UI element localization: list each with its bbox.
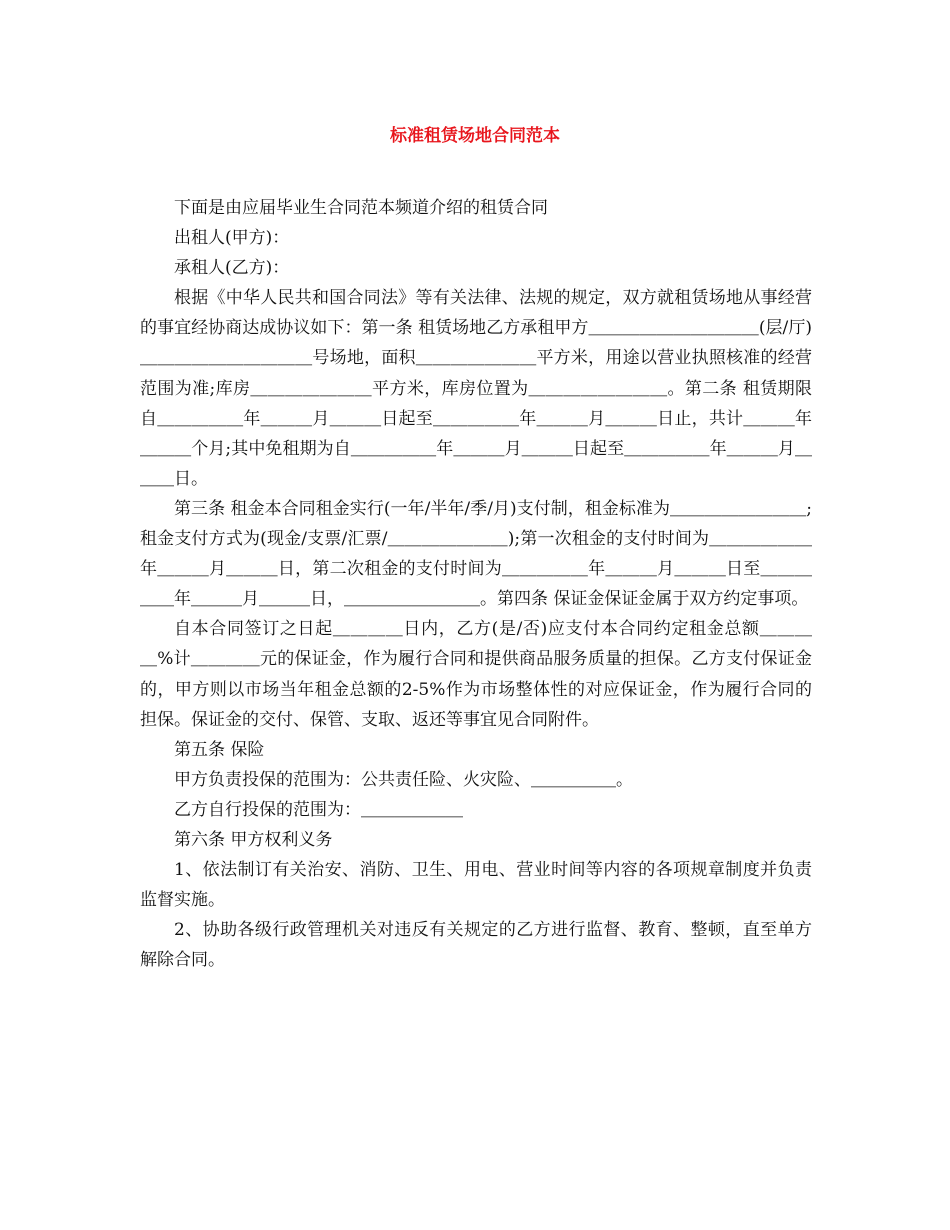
deposit-paragraph: 自本合同签订之日起＿＿＿＿日内，乙方(是/否)应支付本合同约定租金总额＿＿＿＿%计＿＿＿＿元的保证金，作为履行合同和提供商品服务质量的担保。乙方支付保证金的，甲方则以市场当年租金总额的2-5%作为市场整体性的对应保证金，作为履行合同的担保。保证金的交付、保管、支取、返还等事宜见合同附件。	[140, 619, 812, 730]
document-body	[140, 193, 812, 975]
lessor-duty-1: 1、依法制订有关治安、消防、卫生、用电、营业时间等内容的各项规章制度并负责监督实施。	[140, 860, 812, 911]
article-5-heading: 第五条 保险	[174, 739, 265, 760]
intro-paragraph: 下面是由应届毕业生合同范本频道介绍的租赁合同	[174, 198, 548, 218]
lessor-duty-2: 2、协助各级行政管理机关对违反有关规定的乙方进行监督、教育、整顿，直至单方解除合同。	[140, 920, 812, 971]
article-6-heading: 第六条 甲方权利义务	[174, 829, 333, 850]
article-1-2-paragraph: 根据《中华人民共和国合同法》等有关法律、法规的规定，双方就租赁场地从事经营的事宜经协商达成协议如下：第一条 租赁场地乙方承租甲方＿＿＿＿＿＿＿＿＿＿(层/厅)＿＿＿＿＿＿＿＿＿＿号场地，面积＿＿＿＿＿＿＿平方米，用途以营业执照核准的经营范围为准;库房＿＿＿＿＿＿＿平方米，库房位置为＿＿＿＿＿＿＿＿。第二条 租赁期限自＿＿＿＿＿年＿＿＿月＿＿＿日起至＿＿＿＿＿年＿＿＿月＿＿＿日止，共计＿＿＿年＿＿＿个月;其中免租期为自＿＿＿＿＿年＿＿＿月＿＿＿日起至＿＿＿＿＿年＿＿＿月＿＿＿日。	[140, 288, 812, 489]
article-3-4-paragraph: 第三条 租金本合同租金实行(一年/半年/季/月)支付制，租金标准为＿＿＿＿＿＿＿＿;租金支付方式为(现金/支票/汇票/＿＿＿＿＿＿＿);第一次租金的支付时间为＿＿＿＿＿＿年＿＿＿月＿＿＿日，第二次租金的支付时间为＿＿＿＿＿年＿＿＿月＿＿＿日至＿＿＿＿＿年＿＿＿月＿＿＿日，＿＿＿＿＿＿＿＿。第四条 保证金保证金属于双方约定事项。	[140, 498, 812, 610]
lessor-insurance-line: 甲方负责投保的范围为：公共责任险、火灾险、＿＿＿＿＿。	[174, 769, 633, 790]
lessor-line: 出租人(甲方)：	[174, 228, 290, 249]
lessee-line: 承租人(乙方)：	[174, 258, 290, 279]
lessee-insurance-line: 乙方自行投保的范围为：＿＿＿＿＿＿	[174, 799, 463, 820]
document-title: 标准租赁场地合同范本	[390, 126, 560, 146]
